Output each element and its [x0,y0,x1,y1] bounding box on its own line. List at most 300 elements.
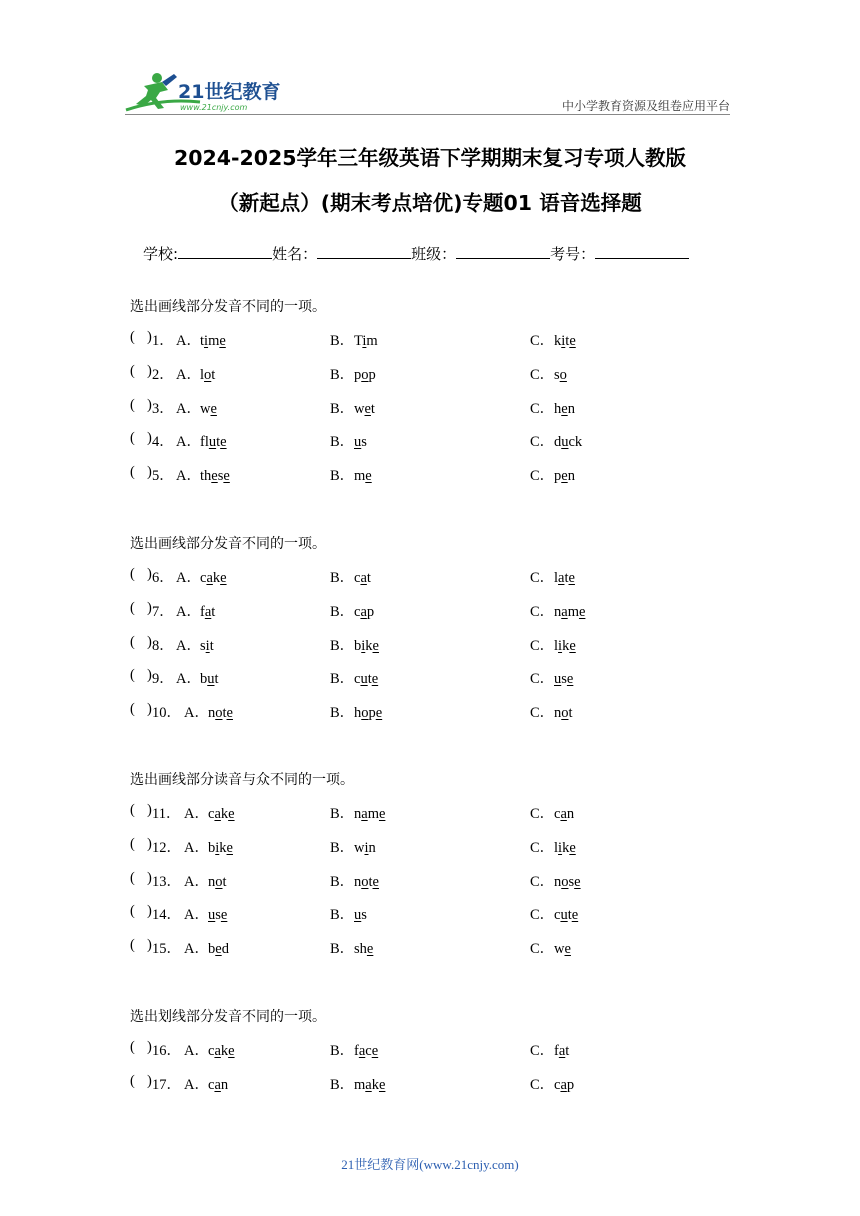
underlined-letter: a [365,1076,372,1093]
option-b [330,464,372,485]
option-word [554,874,581,890]
answer-paren-close: ) [147,464,152,481]
answer-paren-open[interactable]: ( [130,869,135,886]
option-word [354,367,376,383]
underlined-letter: o [361,705,369,722]
question-row [130,667,730,687]
underlined-letter: i [561,333,566,349]
option-a [184,1073,228,1094]
option-b [330,329,378,350]
question-number: 8． [152,637,174,654]
underlined-letter: u [208,907,216,924]
answer-paren-open[interactable]: ( [130,1039,135,1055]
underlined-letter: a [214,1043,221,1059]
word-part: s [568,873,575,890]
answer-paren-close: ) [147,869,152,886]
option-letter: B． [330,941,355,958]
question-row [130,634,730,654]
option-b [330,802,385,823]
word-part: h [554,400,562,417]
option-letter: C． [530,333,555,349]
header-divider [125,114,730,115]
underlined-letter: i [361,637,366,654]
answer-paren-open[interactable]: ( [130,1072,135,1089]
word-part: m [567,603,579,620]
option-b [330,634,379,655]
exam-number-field[interactable] [595,244,689,259]
option-word [200,401,217,417]
underlined-letter: e [211,468,218,485]
word-part: d [554,434,562,451]
answer-paren-open[interactable]: ( [130,362,135,379]
option-c [530,870,581,891]
option-letter: A． [176,366,201,383]
name-label: 姓名： [272,245,318,263]
word-part: k [554,333,562,349]
answer-paren-open[interactable]: ( [130,701,135,718]
answer-paren-open[interactable]: ( [130,599,135,616]
option-word [554,434,582,450]
word-part: th [200,468,212,485]
word-part: t [209,637,214,654]
question-number: 6． [152,570,174,586]
option-letter: B． [330,907,355,924]
word-part: k [562,839,570,856]
answer-paren-open[interactable]: ( [130,566,135,582]
option-letter: B． [330,434,355,451]
platform-tagline: 中小学教育资源及组卷应用平台 [561,99,730,113]
option-word [354,907,367,923]
option-letter: C． [530,907,555,924]
question-number: 2． [152,366,174,383]
answer-paren-open[interactable]: ( [130,835,135,852]
answer-paren-open[interactable]: ( [130,633,135,650]
underlined-letter: u [208,434,217,451]
option-letter: C． [530,941,555,958]
section-heading: 选出画线部分读音与众不同的一项。 [130,772,354,788]
word-part: s [554,366,560,383]
word-part: k [212,570,221,586]
question-number: 13． [152,873,181,890]
question-number: 1． [152,333,174,349]
option-word [200,333,226,349]
underlined-letter: e [220,907,228,924]
class-field[interactable] [456,244,550,259]
word-part: w [354,839,365,856]
option-letter: C． [530,873,555,890]
option-b [330,397,375,418]
word-part: t [568,705,573,722]
word-part: c [208,1076,215,1093]
underlined-letter: i [362,333,367,349]
option-b [330,600,374,621]
word-part: t [366,570,371,586]
word-part: t [565,1043,570,1059]
option-a [184,802,235,823]
option-letter: B． [330,366,355,383]
word-part: p [554,468,562,485]
question-number: 11． [152,806,181,822]
logo-text: 21世纪教育 [178,81,281,103]
underlined-letter: a [214,806,221,822]
underlined-letter: a [204,603,212,620]
option-word [554,333,576,349]
answer-paren-open[interactable]: ( [130,937,135,954]
word-part: c [208,1043,215,1059]
option-word [200,434,227,450]
word-part: s [361,434,367,451]
underlined-letter: a [560,806,567,822]
question-number: 4． [152,434,174,451]
underlined-letter: e [226,705,233,722]
underlined-letter: i [204,333,209,349]
word-part: T [354,333,363,349]
underlined-letter: u [207,671,215,688]
option-a [176,329,226,350]
option-a [184,903,227,924]
exam-number-label: 考号： [550,245,596,263]
question-row [130,1073,730,1093]
word-part: h [354,705,362,722]
question-row [130,802,730,822]
underlined-letter: e [365,468,372,485]
underlined-letter: u [554,671,562,688]
option-letter: A． [184,1043,209,1059]
option-word [200,468,230,484]
name-field[interactable] [317,244,411,259]
option-letter: C． [530,570,555,586]
word-part: n [567,468,575,485]
title-line-2: （新起点）(期末考点培优)专题01 语音选择题 [218,191,642,215]
option-letter: B． [330,570,355,586]
underlined-letter: e [372,873,379,890]
word-part: w [554,941,565,958]
word-part: b [208,839,216,856]
underlined-letter: a [360,603,367,620]
option-c [530,464,575,485]
word-part: c [354,671,361,688]
option-letter: C． [530,366,555,383]
word-part: n [554,603,562,620]
option-b [330,701,382,722]
option-a [176,667,219,688]
answer-paren-open[interactable]: ( [130,667,135,684]
word-part: n [368,839,376,856]
underlined-letter: e [364,400,371,417]
option-word [554,840,576,856]
school-field[interactable] [178,244,272,259]
option-a [176,566,227,587]
underlined-letter: o [561,705,569,722]
answer-paren-open[interactable]: ( [130,329,135,345]
word-part: m [208,333,220,349]
question-row [130,836,730,856]
option-letter: B． [330,705,355,722]
underlined-letter: a [361,806,368,822]
option-word [554,705,573,721]
option-word [354,401,375,417]
underlined-letter: e [571,907,579,924]
underlined-letter: e [220,570,227,586]
answer-paren-close: ) [147,903,152,920]
question-number: 15． [152,941,181,958]
option-a [184,870,227,891]
option-word [554,806,574,822]
option-b [330,566,371,587]
option-letter: A． [184,907,209,924]
option-word [354,705,382,721]
word-part: l [554,839,559,856]
underlined-letter: u [561,434,569,451]
underlined-letter: e [210,400,217,417]
question-row [130,903,730,923]
underlined-letter: e [378,1076,386,1093]
word-part: f [554,1043,559,1059]
answer-paren-open[interactable]: ( [130,430,135,447]
option-word [208,705,233,721]
underlined-letter: e [561,468,568,485]
answer-paren-close: ) [147,566,152,582]
section-heading: 选出划线部分发音不同的一项。 [130,1009,326,1025]
title-line-1: 2024-2025学年三年级英语下学期期末复习专项人教版 [173,146,687,170]
option-word [554,638,576,654]
option-word [208,1043,235,1059]
underlined-letter: a [360,570,367,586]
option-word [200,604,215,620]
option-c [530,802,574,823]
option-a [184,836,233,857]
word-part: w [200,400,211,417]
option-a [176,600,215,621]
logo-runner-icon [122,68,292,116]
word-part: l [200,366,205,383]
option-word [554,401,575,417]
underlined-letter: e [574,873,581,890]
option-word [200,671,219,687]
document-title [0,136,860,226]
option-letter: C． [530,705,555,722]
question-number: 9． [152,671,174,688]
answer-paren-open[interactable]: ( [130,903,135,920]
option-c [530,937,571,958]
answer-paren-open[interactable]: ( [130,464,135,481]
word-part: c [554,907,561,924]
underlined-letter: e [226,839,233,856]
word-part: k [220,806,229,822]
word-part: t [211,603,216,620]
answer-paren-open[interactable]: ( [130,396,135,413]
underlined-letter: i [205,637,210,654]
word-part: d [221,941,229,958]
option-word [354,604,374,620]
underlined-letter: a [561,603,568,620]
option-b [330,1039,378,1060]
question-number: 12． [152,839,181,856]
word-part: p [566,1076,575,1093]
underlined-letter: i [558,839,563,856]
word-part: t [565,333,570,349]
word-part: p [354,366,362,383]
logo [122,68,292,116]
word-part: f [354,1043,359,1059]
word-part: k [365,637,373,654]
underlined-letter: e [223,468,230,485]
option-b [330,903,367,924]
option-letter: A． [176,434,201,451]
answer-paren-close: ) [147,396,152,413]
option-a [176,430,227,451]
underlined-letter: i [364,839,369,856]
answer-paren-close: ) [147,599,152,616]
option-c [530,701,573,722]
underlined-letter: e [569,637,576,654]
question-number: 16． [152,1043,181,1059]
question-row [130,430,730,450]
option-b [330,870,379,891]
word-part: m [354,468,366,485]
underlined-letter: e [372,637,379,654]
option-letter: C． [530,806,555,822]
option-word [554,907,578,923]
word-part: n [567,400,575,417]
word-part: k [562,637,570,654]
option-b [330,1073,385,1094]
underlined-letter: e [569,333,576,349]
underlined-letter: e [378,806,386,822]
option-word [354,840,376,856]
underlined-letter: u [360,671,368,688]
option-c [530,566,575,587]
option-word [354,874,379,890]
word-part: fl [200,434,209,451]
option-word [200,367,215,383]
school-label: 学校: [143,245,179,263]
option-word [208,941,229,957]
option-letter: C． [530,603,555,620]
answer-paren-close: ) [147,430,152,447]
question-number: 17． [152,1076,181,1093]
option-word [354,468,372,484]
option-a [176,397,217,418]
option-letter: A． [184,1076,209,1093]
underlined-letter: e [564,941,571,958]
option-letter: C． [530,468,555,485]
section-heading: 选出画线部分发音不同的一项。 [130,299,326,315]
word-part: p [366,603,375,620]
word-part: c [200,570,207,586]
question-row [130,1039,730,1059]
section-heading: 选出画线部分发音不同的一项。 [130,536,326,552]
option-b [330,363,376,384]
option-word [354,1077,385,1093]
option-word [208,907,227,923]
question-row [130,397,730,417]
underlined-letter: e [578,603,586,620]
question-number: 7． [152,603,174,620]
option-word [354,1043,378,1059]
option-c [530,363,567,384]
question-row [130,870,730,890]
word-part: n [554,705,562,722]
option-word [200,638,214,654]
word-part: p [368,705,376,722]
option-letter: B． [330,1076,355,1093]
option-word [208,874,227,890]
underlined-letter: u [354,434,362,451]
underlined-letter: e [228,806,235,822]
option-c [530,667,573,688]
word-part: l [554,570,559,586]
underlined-letter: o [361,366,369,383]
option-c [530,903,578,924]
word-part: c [354,570,361,586]
word-part: c [554,806,561,822]
option-letter: C． [530,1076,555,1093]
underlined-letter: e [366,941,374,958]
question-row [130,701,730,721]
option-letter: B． [330,1043,355,1059]
word-part: n [208,705,216,722]
option-a [184,1039,235,1060]
word-part: s [215,907,221,924]
option-letter: A． [176,333,201,349]
option-word [354,806,385,822]
word-part: n [208,873,216,890]
word-part: p [368,366,376,383]
option-b [330,430,367,451]
option-letter: C． [530,400,555,417]
option-word [208,1077,228,1093]
word-part: b [208,941,216,958]
word-part: b [200,671,208,688]
word-part: t [214,671,219,688]
option-letter: A． [176,671,201,688]
word-part: t [216,434,221,451]
word-part: m [366,333,378,349]
option-word [208,840,233,856]
option-a [176,464,230,485]
underlined-letter: e [371,671,379,688]
option-letter: B． [330,637,355,654]
option-letter: A． [176,400,201,417]
question-row [130,464,730,484]
word-part: ck [568,434,583,451]
page-header [0,0,860,120]
option-word [208,806,235,822]
word-part: sh [354,941,367,958]
option-c [530,1073,574,1094]
word-part: n [566,806,575,822]
option-letter: B． [330,468,355,485]
underlined-letter: a [214,1076,221,1093]
option-letter: A． [176,570,201,586]
option-letter: C． [530,637,555,654]
underlined-letter: e [375,705,383,722]
underlined-letter: e [228,1043,235,1059]
underlined-letter: e [215,941,222,958]
answer-paren-close: ) [147,701,152,718]
option-word [354,333,378,349]
answer-paren-close: ) [147,362,152,379]
student-info-line [143,243,689,264]
answer-paren-open[interactable]: ( [130,802,135,818]
option-word [554,1043,569,1059]
option-c [530,634,576,655]
word-part: w [354,400,365,417]
option-b [330,667,378,688]
option-letter: C． [530,839,555,856]
option-letter: A． [176,603,201,620]
